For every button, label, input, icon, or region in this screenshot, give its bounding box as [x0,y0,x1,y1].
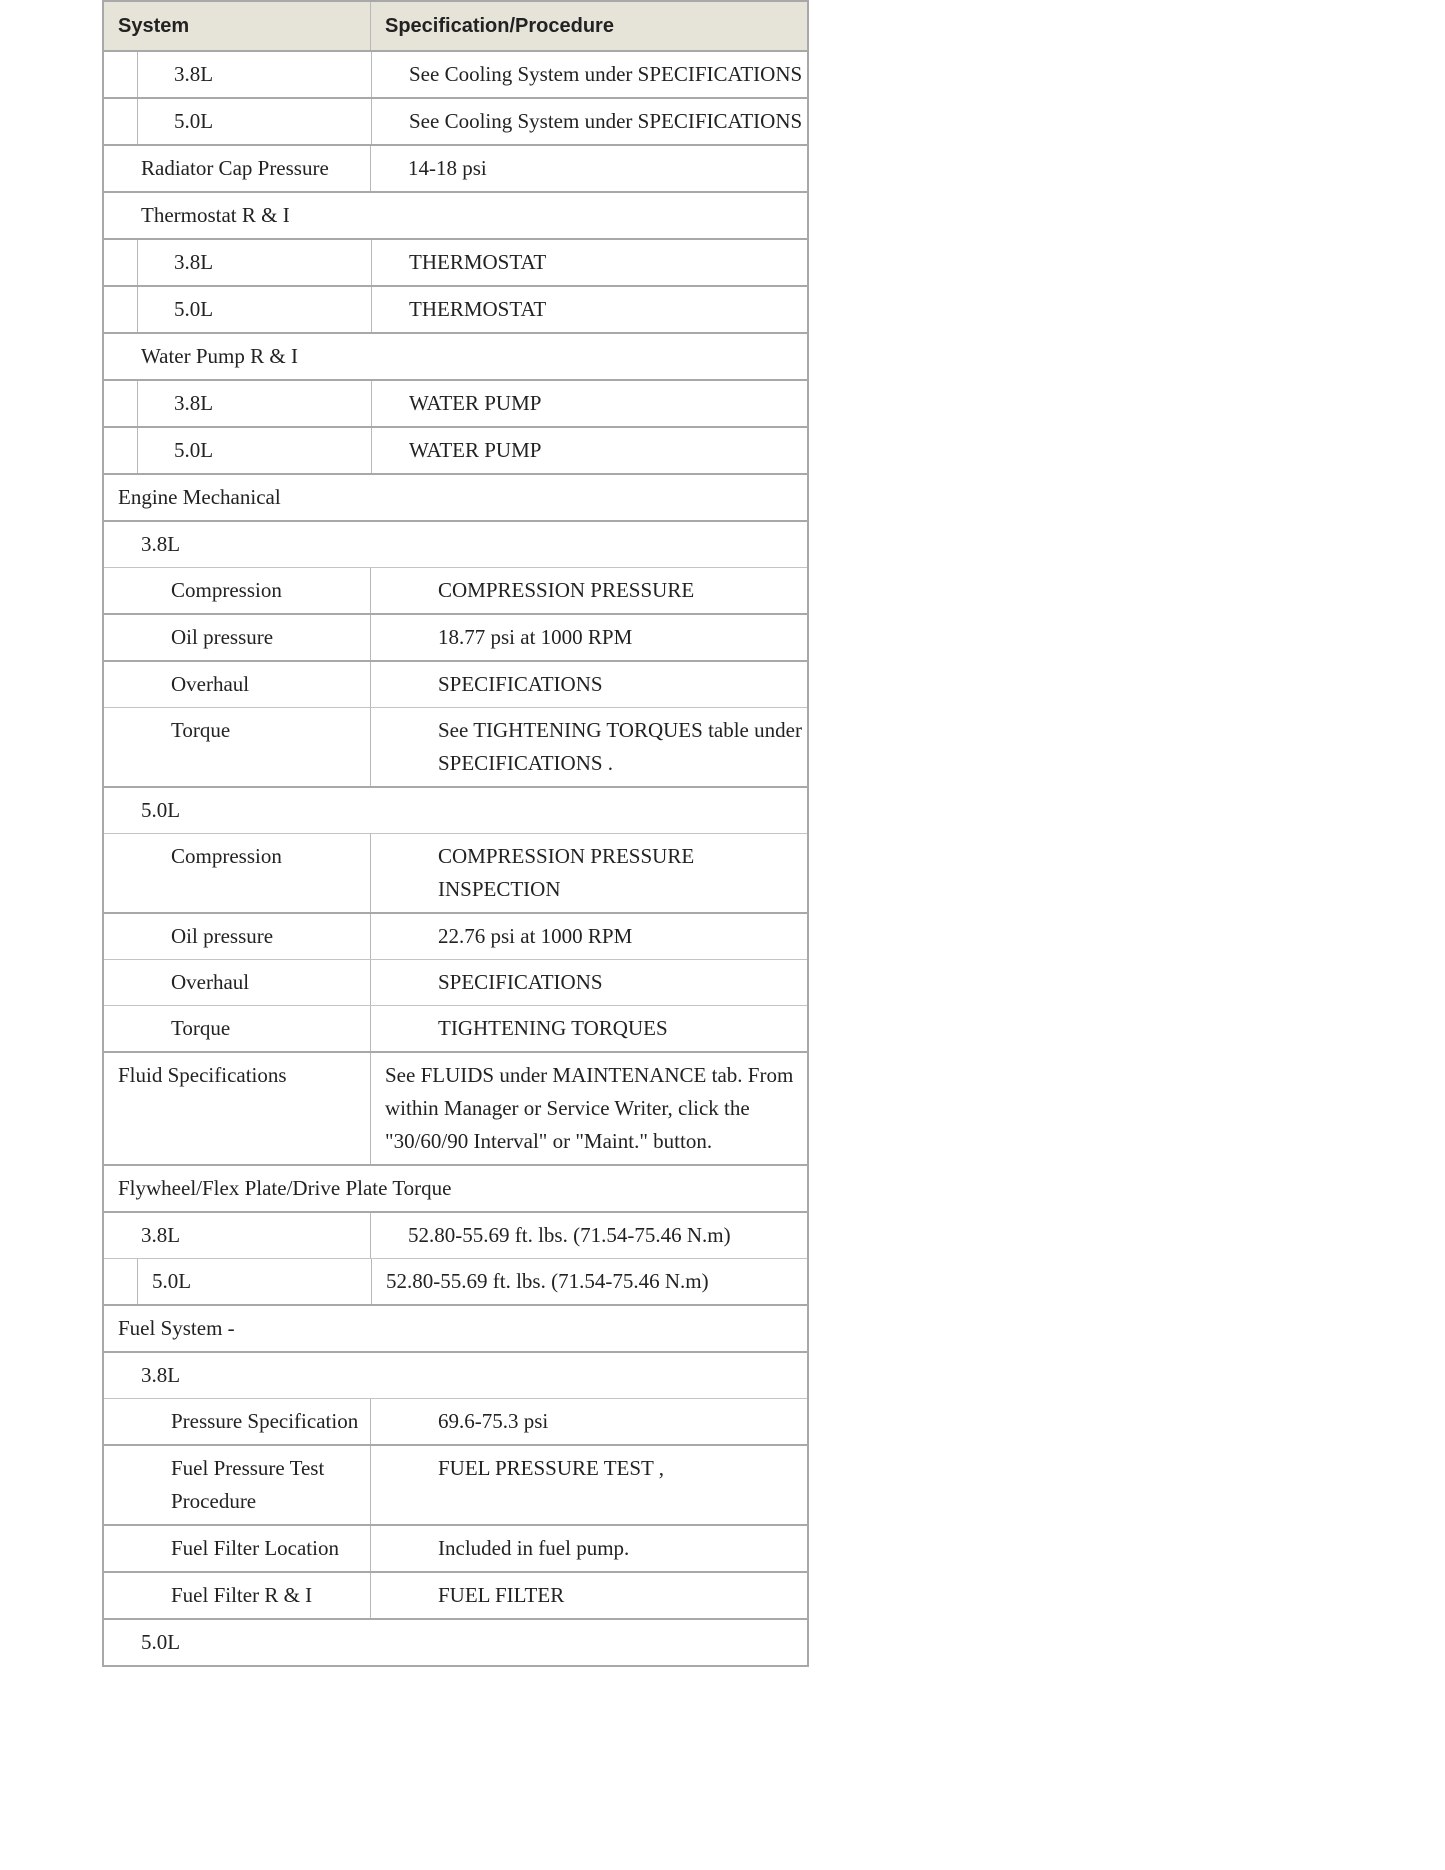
table-row [104,1399,807,1446]
row-label: Compression [104,834,371,912]
section-row [104,1306,807,1353]
row-value: FUEL FILTER [438,1583,565,1607]
indent-gutter [104,99,138,144]
subsection-row [104,1353,807,1399]
header-procedure: Specification/Procedure [385,15,614,37]
indent-gutter [104,240,138,285]
table-row [104,287,807,334]
row-label: Fluid Specifications [104,1053,371,1164]
row-value: WATER PUMP [409,438,542,462]
indent-gutter [104,428,138,473]
row-value: 52.80-55.69 ft. lbs. (71.54-75.46 N.m) [386,1269,709,1293]
section-row [104,334,807,381]
table-row [104,568,807,615]
row-value: 18.77 psi at 1000 RPM [438,625,633,649]
table-row [104,1573,807,1620]
row-value: COMPRESSION PRESSURE [438,578,695,602]
row-value: Included in fuel pump. [438,1536,630,1560]
table-header [104,2,807,52]
row-label: Fuel Filter R & I [104,1573,371,1618]
row-value: WATER PUMP [409,391,542,415]
row-label: Overhaul [104,960,371,1005]
row-value: See Cooling System under SPECIFICATIONS [409,62,803,86]
table-row [104,1259,807,1306]
row-label: Compression [104,568,371,613]
row-value: TIGHTENING TORQUES [438,1016,668,1040]
table-row [104,1526,807,1573]
row-value: 22.76 psi at 1000 RPM [438,924,633,948]
table-row [104,708,807,788]
section-label: Fuel System - [118,1316,235,1340]
subsection-label: 3.8L [141,1363,181,1387]
table-row [104,381,807,428]
row-value: FUEL PRESSURE TEST , [438,1456,664,1480]
row-value: COMPRESSION PRESSURE INSPECTION [438,844,695,901]
subsection-row [104,1620,807,1667]
row-value: THERMOSTAT [409,250,547,274]
row-label: Fuel Pressure Test Procedure [104,1446,371,1524]
subsection-label: 3.8L [141,532,181,556]
table-row [104,52,807,99]
row-label: 3.8L [138,240,372,285]
table-row [104,240,807,287]
section-label: Engine Mechanical [118,485,281,509]
row-value: SPECIFICATIONS [438,672,603,696]
table-row [104,1053,807,1166]
row-value: 52.80-55.69 ft. lbs. (71.54-75.46 N.m) [408,1223,731,1247]
row-label: 5.0L [138,1259,372,1304]
table-row [104,1213,807,1259]
row-label: 5.0L [138,99,372,144]
row-label: 5.0L [138,428,372,473]
row-value: See Cooling System under SPECIFICATIONS [409,109,803,133]
section-label: Water Pump R & I [141,344,298,368]
table-row [104,146,807,193]
section-label: Thermostat R & I [141,203,290,227]
subsection-label: 5.0L [141,798,181,822]
row-label: Overhaul [104,662,371,707]
row-label: Oil pressure [104,615,371,660]
row-label: 5.0L [138,287,372,332]
table-row [104,1446,807,1526]
table-row [104,834,807,914]
subsection-row [104,522,807,568]
section-row [104,475,807,522]
row-value: See FLUIDS under MAINTENANCE tab. From within Manager or Service Writer, click the "30/60/90 Interval" or "Maint." button. [385,1063,794,1153]
section-label: Flywheel/Flex Plate/Drive Plate Torque [118,1176,452,1200]
indent-gutter [104,381,138,426]
subsection-label: 5.0L [141,1630,181,1654]
section-row [104,193,807,240]
indent-gutter [104,1259,138,1304]
table-row [104,914,807,960]
spec-table [102,0,809,1667]
row-label: 3.8L [104,1213,371,1258]
row-label: Torque [104,708,371,786]
row-label: Oil pressure [104,914,371,959]
row-label: Radiator Cap Pressure [104,146,371,191]
table-row [104,1006,807,1053]
row-label: Torque [104,1006,371,1051]
row-value: 69.6-75.3 psi [438,1409,549,1433]
row-value: SPECIFICATIONS [438,970,603,994]
row-value: 14-18 psi [408,156,487,180]
indent-gutter [104,287,138,332]
row-label: 3.8L [138,381,372,426]
table-row [104,615,807,662]
table-row [104,662,807,708]
row-label: Fuel Filter Location [104,1526,371,1571]
table-row [104,960,807,1006]
subsection-row [104,788,807,834]
row-label: Pressure Specification [104,1399,371,1444]
indent-gutter [104,52,138,97]
row-value: THERMOSTAT [409,297,547,321]
table-row [104,99,807,146]
section-row [104,1166,807,1213]
table-row [104,428,807,475]
row-value: See TIGHTENING TORQUES table under SPECIFICATIONS . [438,718,802,775]
row-label: 3.8L [138,52,372,97]
header-system: System [104,2,371,50]
